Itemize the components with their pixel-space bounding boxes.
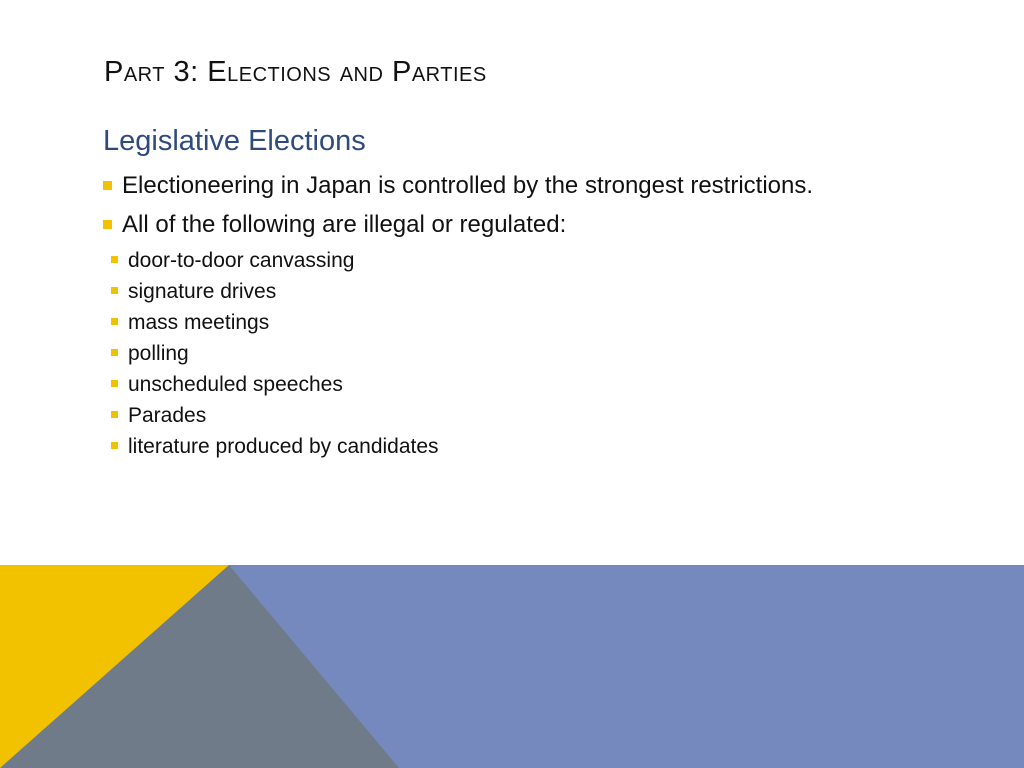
sub-bullet-text: signature drives — [128, 280, 277, 303]
sub-bullet-list — [103, 245, 863, 462]
sub-bullet-item — [111, 307, 863, 338]
square-bullet-icon — [103, 181, 112, 190]
sub-bullet-item — [111, 276, 863, 307]
sub-bullet-text: literature produced by candidates — [128, 435, 439, 458]
sub-bullet-text: Parades — [128, 404, 207, 427]
sub-bullet-item — [111, 338, 863, 369]
sub-bullet-item — [111, 245, 863, 276]
sub-bullet-text: mass meetings — [128, 311, 270, 334]
decorative-footer-band — [0, 565, 1024, 768]
sub-bullet-item — [111, 369, 863, 400]
square-bullet-icon — [111, 380, 118, 387]
bullet-text: All of the following are illegal or regulated: — [122, 211, 567, 238]
square-bullet-icon — [111, 287, 118, 294]
bullet-list — [103, 172, 863, 462]
bullet-text: Electioneering in Japan is controlled by the strongest restrictions. — [122, 172, 814, 199]
square-bullet-icon — [111, 349, 118, 356]
square-bullet-icon — [111, 442, 118, 449]
sub-bullet-text: polling — [128, 342, 189, 365]
bullet-item — [103, 172, 863, 200]
square-bullet-icon — [111, 411, 118, 418]
square-bullet-icon — [103, 220, 112, 229]
sub-bullet-text: door-to-door canvassing — [128, 249, 355, 272]
square-bullet-icon — [111, 318, 118, 325]
square-bullet-icon — [111, 256, 118, 263]
bullet-item — [103, 211, 863, 239]
sub-bullet-item — [111, 400, 863, 431]
slide-title: Part 3: Elections and Parties — [104, 56, 487, 88]
slide-subtitle: Legislative Elections — [103, 125, 366, 157]
sub-bullet-text: unscheduled speeches — [128, 373, 343, 396]
sub-bullet-item — [111, 431, 863, 462]
